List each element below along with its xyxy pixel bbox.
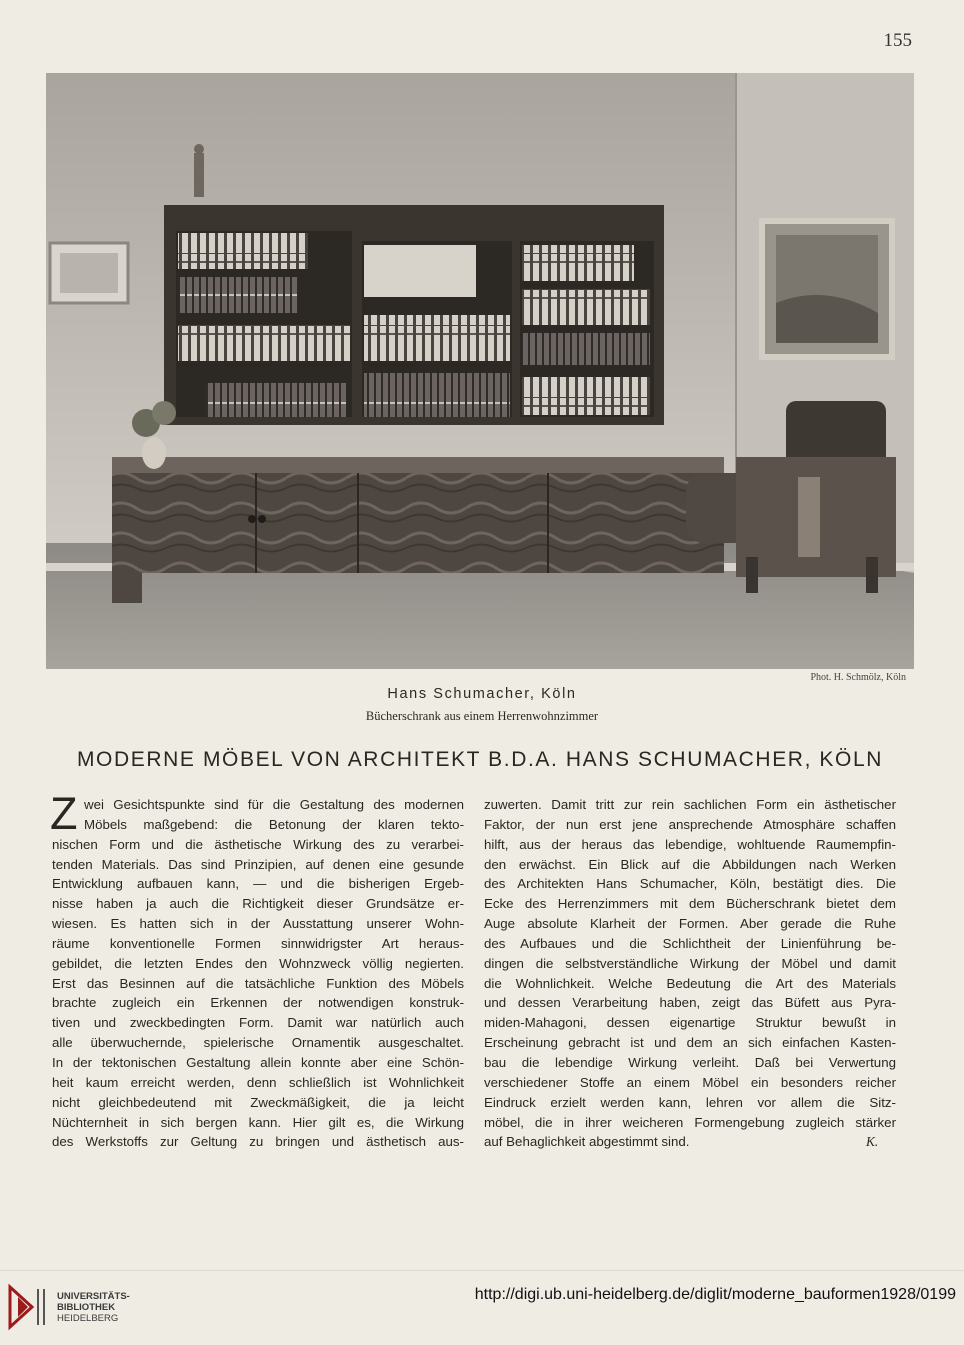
library-name: [57, 1291, 130, 1324]
text-line: Eindruck erzielt werden kann, lehren vor allem die Sitz-: [484, 1094, 896, 1110]
text-line: des Architekten Hans Schumacher, Köln, bestätigt dies. Die: [484, 876, 896, 892]
bookcase-room-image: [46, 73, 914, 669]
text-line: auf Behaglichkeit abgestimmt sind.: [484, 1134, 690, 1150]
author-signature: K.: [866, 1134, 879, 1150]
text-line: und dessen Verarbeitung haben, zeigt das Büfett aus Pyra-: [484, 995, 896, 1011]
text-line: gebildet, die letzten Endes den Wohnzweck völlig negierten.: [52, 955, 464, 971]
text-line: tenden Materials. Das sind Prinzipien, auf denen eine gesunde: [52, 856, 464, 872]
article-column-right: [484, 795, 896, 1152]
text-line: des Werkstoffs zur Geltung zu bringen und ästhetisch aus-: [52, 1134, 464, 1150]
text-line: dingen die selbstverständliche Wirkung der Möbel und damit: [484, 955, 896, 971]
text-line: Nüchternheit in sich bergen kann. Hier gilt es, die Wirkung: [52, 1114, 464, 1130]
page-number: 155: [883, 30, 912, 51]
text-line: Faktor, der nun erst jene ansprechende Atmosphäre schaffen: [484, 816, 896, 832]
text-line: Ecke des Herrenzimmers mit dem Bücherschrank bietet dem: [484, 896, 896, 912]
photo-credit: Phot. H. Schmölz, Köln: [810, 672, 906, 683]
article-column-left: [50, 788, 464, 1152]
text-line-last: [484, 1132, 896, 1152]
article-headline: MODERNE MÖBEL VON ARCHITEKT B.D.A. HANS SCHUMACHER, KÖLN: [76, 748, 884, 771]
text-line: Entwicklung aufbauen kann, — und die bisherigen Ergeb-: [52, 876, 464, 892]
text-line: verschiedener Stoffe an einem Möbel ein besonders reicher: [484, 1074, 896, 1090]
text-line: Auge absolute Klarheit der Formen. Aber gerade die Ruhe: [484, 916, 896, 932]
library-name-line: HEIDELBERG: [57, 1313, 119, 1324]
source-url-link[interactable]: http://digi.ub.uni-heidelberg.de/diglit/moderne_bauformen1928/0199: [474, 1286, 956, 1303]
text-line: nicht gleichbedeutend mit Zweckmäßigkeit, die ja leicht: [52, 1094, 464, 1110]
text-line: den erwächst. Ein Blick auf die Abbildungen nach Werken: [484, 856, 896, 872]
text-line: In der tektonischen Gestaltung allein konnte aber eine Schön-: [52, 1054, 464, 1070]
text-line: räume konventionelle Formen sinnwidrigster Art heraus-: [52, 935, 464, 951]
university-library-logo-icon: [6, 1283, 50, 1331]
caption-description: Bücherschrank aus einem Herrenwohnzimmer: [365, 709, 599, 723]
furniture-photograph: [46, 73, 914, 669]
text-line: nischen Form und die ästhetische Wirkung des zu verarbei-: [52, 836, 464, 852]
text-line: heit kaum erreicht werden, denn schließlich ist Wohnlichkeit: [52, 1074, 464, 1090]
text-line: Möbels maßgebend: die Betonung der klaren tekto-: [84, 816, 464, 832]
text-line: möbel, die in ihrer weicheren Formengebung zugleich stärker: [484, 1114, 896, 1130]
text-line: zuwerten. Damit tritt zur rein sachlichen Form ein ästhetischer: [484, 797, 896, 812]
text-line: hilft, aus der heraus das lebendige, wohltuende Raumempfin-: [484, 836, 896, 852]
text-line: Erst das Besinnen auf die tatsächliche Funktion des Möbels: [52, 975, 464, 991]
text-line: bau die lebendige Wirkung verleiht. Daß bei Verwertung: [484, 1054, 896, 1070]
drop-cap: Z: [50, 788, 78, 839]
text-line: alle überwuchernde, spielerische Ornamentik ausgeschaltet.: [52, 1035, 464, 1051]
text-line: tiven und zweckbedingten Form. Damit war natürlich auch: [52, 1015, 464, 1031]
text-line: miden-Mahagoni, dessen eigenartige Struktur bewußt in: [484, 1015, 896, 1031]
text-line: nisse haben ja auch die Richtigkeit dieser Grundsätze er-: [52, 896, 464, 912]
text-line: wiesen. Es hatten sich in der Ausstattung unserer Wohn-: [52, 916, 464, 932]
library-name-line: UNIVERSITÄTS-: [57, 1291, 130, 1302]
text-line: des Aufbaues und die Schlichtheit der Linienführung be-: [484, 935, 896, 951]
text-line: Erscheinung gebracht ist und dem an sich einfachen Kasten-: [484, 1035, 896, 1051]
library-name-line: BIBLIOTHEK: [57, 1302, 116, 1313]
footer-divider: [0, 1270, 964, 1271]
text-line: brachte zugleich ein Erkennen der notwendigen konstruk-: [52, 995, 464, 1011]
caption-designer: Hans Schumacher, Köln: [387, 686, 577, 702]
text-line: wei Gesichtspunkte sind für die Gestaltung des modernen: [84, 797, 464, 812]
text-line: die Wohnlichkeit. Welche Bedeutung die Art des Materials: [484, 975, 896, 991]
